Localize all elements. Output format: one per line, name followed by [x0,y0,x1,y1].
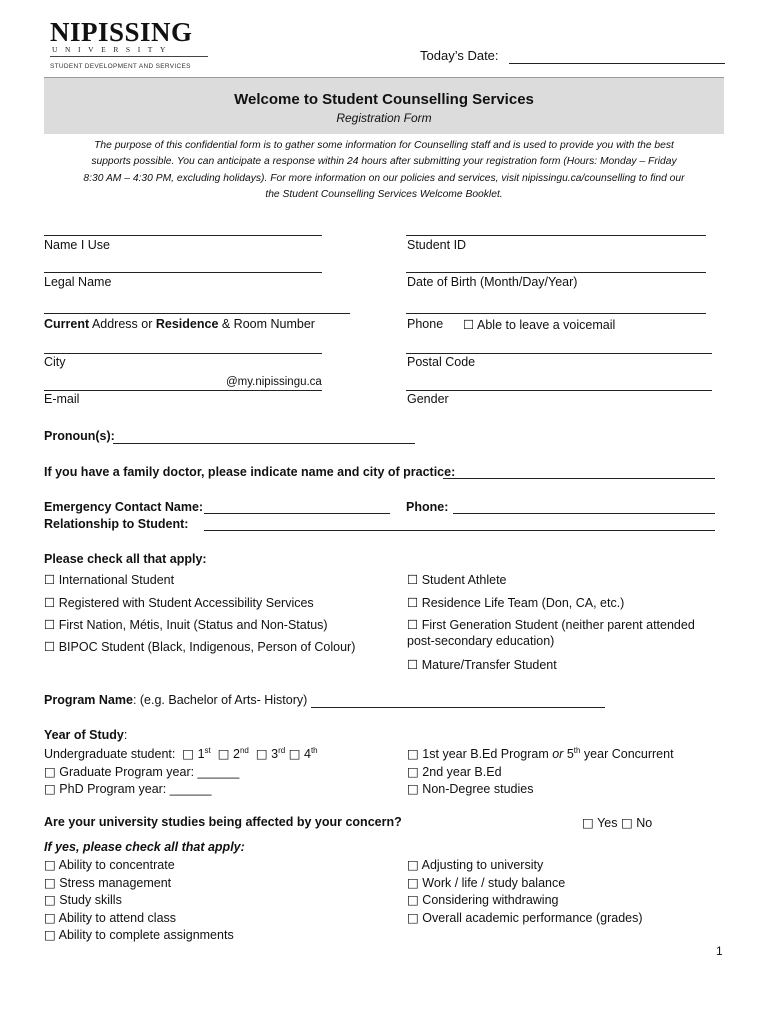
bed-year2-option[interactable] [407,764,502,779]
year2-checkbox[interactable]: □ [217,746,230,762]
concern-option[interactable] [44,927,234,942]
program-name-label [44,693,307,707]
checkbox[interactable]: ☐ [44,572,56,587]
address-current-word: Current [44,317,90,331]
year3-suffix: rd [278,746,286,755]
bed-year2-checkbox[interactable]: □ [407,764,419,779]
email-domain: @my.nipissingu.ca [226,376,322,388]
concern-checkbox[interactable]: □ [407,892,419,907]
family-doctor-label: If you have a family doctor, please indicate name and city of practice: [44,465,456,479]
purpose-line: supports possible. You can anticipate a response within 24 hours after submitting your registration form (Hours: Monday – Friday [91,156,677,168]
bed-year1-or: or [552,747,564,762]
checkbox-option[interactable] [44,595,314,610]
program-name-field[interactable] [311,707,605,708]
todays-date-label: Today’s Date: [420,48,499,63]
relationship-label: Relationship to Student: [44,517,189,531]
concern-checkbox[interactable]: □ [44,892,56,907]
purpose-line: the Student Counselling Services Welcome Booklet. [265,188,503,200]
emergency-phone-field[interactable] [453,513,715,514]
concern-label: Study skills [59,893,122,907]
concern-checkbox[interactable]: □ [44,875,56,890]
program-example: : (e.g. Bachelor of Arts- History) [132,693,308,707]
year4-checkbox[interactable]: □ [288,746,301,762]
year2-suffix: nd [239,746,249,755]
checkbox[interactable]: ☐ [407,657,419,672]
year1-number: 1 [197,747,205,762]
logo-wordmark: NIPISSING [50,17,193,47]
yes-no-options [582,815,652,830]
concern-label: Work / life / study balance [422,876,566,890]
page-number: 1 [716,944,723,958]
yes-checkbox[interactable]: □ [582,815,594,830]
undergrad-label: Undergraduate student: [44,747,176,762]
purpose-line: The purpose of this confidential form is to gather some information for Counselling staff and is used to provide you with the best [94,140,674,151]
concern-option[interactable] [407,910,643,925]
phd-option[interactable] [44,781,211,796]
check-all-heading: Please check all that apply: [44,552,207,566]
family-doctor-field[interactable] [443,478,715,479]
student-id-label: Student ID [407,238,467,252]
checkbox-option[interactable] [44,617,328,632]
city-field[interactable] [44,353,322,354]
checkbox[interactable]: ☐ [44,617,56,632]
name-i-use-label: Name I Use [44,238,110,252]
bed-year1-label [422,747,673,761]
address-field[interactable] [44,313,350,314]
year-heading-bold: Year of Study [44,728,124,742]
page-title: Welcome to Student Counselling Services [234,91,534,108]
option-label: First Generation Student (neither parent attended [421,618,695,632]
checkbox[interactable]: ☐ [407,595,419,610]
concern-checkbox[interactable]: □ [44,857,56,872]
bed-year1-text: 1st year B.Ed Program [422,747,553,762]
concern-label: Ability to complete assignments [58,928,234,942]
phd-checkbox[interactable]: □ [44,781,56,796]
concern-option[interactable] [44,875,171,890]
concern-checkbox[interactable]: □ [407,875,419,890]
phd-label: PhD Program year: ______ [59,782,212,796]
email-label: E-mail [44,392,80,406]
dob-label: Date of Birth (Month/Day/Year) [407,275,578,289]
voicemail-checkbox[interactable]: ☐ [463,317,475,332]
option-label: Mature/Transfer Student [421,658,557,672]
concern-label: Considering withdrawing [422,893,559,907]
student-id-field[interactable] [406,235,706,236]
emergency-phone-label: Phone: [406,500,449,514]
option-label: BIPOC Student (Black, Indigenous, Person of Colour) [58,640,356,654]
concern-checkbox[interactable]: □ [44,927,56,942]
checkbox-option[interactable] [44,572,174,587]
year1-checkbox[interactable]: □ [182,746,195,762]
option-label: International Student [58,573,175,587]
checkbox-option[interactable] [407,657,557,672]
pronouns-field[interactable] [113,443,415,444]
yes-label: Yes [597,816,618,830]
non-degree-label: Non-Degree studies [422,782,534,796]
postal-code-label: Postal Code [407,355,476,369]
title-band [44,78,724,134]
bed-year2-label: 2nd year B.Ed [422,765,502,779]
concern-label: Ability to attend class [58,911,177,925]
emergency-contact-label: Emergency Contact Name: [44,500,204,514]
non-degree-option[interactable] [407,781,533,796]
checkbox[interactable]: ☐ [44,639,56,654]
concern-option[interactable] [407,892,558,907]
gender-label: Gender [407,392,449,406]
year2-number: 2 [233,747,240,762]
legal-name-label: Legal Name [44,275,112,289]
purpose-paragraph [44,138,724,203]
concern-checkbox[interactable]: □ [407,910,419,925]
checkbox[interactable]: ☐ [407,617,419,632]
checkbox-option[interactable] [407,617,695,632]
address-label [44,317,315,331]
year4-label [304,747,318,761]
bed-year1-suffix: th [573,746,581,755]
logo-department: STUDENT DEVELOPMENT AND SERVICES [50,63,191,70]
option-label-continued: post-secondary education) [407,634,555,648]
email-field[interactable] [44,390,322,391]
bed-year1-text: year Concurrent [580,747,674,762]
option-label: Residence Life Team (Don, CA, etc.) [421,596,625,610]
concern-checkbox[interactable]: □ [407,857,419,872]
purpose-line: 8:30 AM – 4:30 PM, excluding holidays). For more information on our policies and services, visit nipissingu.ca/counselling to find our [83,172,685,184]
concern-option[interactable] [407,875,565,890]
voicemail-label: Able to leave a voicemail [477,318,616,332]
program-label-bold: Program Name [44,693,133,707]
option-label: Student Athlete [421,573,507,587]
concern-label: Adjusting to university [421,858,544,872]
bed-year1-option[interactable] [407,746,674,761]
non-degree-checkbox[interactable]: □ [407,781,419,796]
graduate-checkbox[interactable]: □ [44,764,56,779]
relationship-field[interactable] [204,530,715,531]
logo-rule [50,56,208,57]
bed-year1-checkbox[interactable]: □ [407,746,419,762]
logo-subtitle: UNIVERSITY [52,45,173,54]
no-checkbox[interactable]: □ [620,815,633,830]
if-yes-heading: If yes, please check all that apply: [44,840,245,854]
bed-year1-text: 5 [563,747,574,762]
option-label: Registered with Student Accessibility Services [58,596,314,610]
todays-date-field[interactable] [509,63,725,64]
no-label: No [636,816,653,830]
graduate-option[interactable] [44,764,239,779]
phone-field[interactable] [406,313,706,314]
concern-label: Overall academic performance (grades) [422,911,643,925]
studies-affected-question: Are your university studies being affected by your concern? [44,815,402,829]
city-label: City [44,355,66,369]
gender-field[interactable] [406,390,712,391]
concern-option[interactable] [407,857,543,872]
undergrad-row [44,746,318,761]
phone-label: Phone [407,317,444,331]
address-residence-word: Residence [155,317,219,331]
concern-option[interactable] [44,910,176,925]
concern-label: Stress management [59,876,172,890]
postal-code-field[interactable] [406,353,712,354]
year3-checkbox[interactable]: □ [255,746,268,762]
page-subtitle: Registration Form [336,111,432,125]
year3-label [271,747,285,761]
checkbox-option[interactable] [407,572,507,587]
year4-number: 4 [304,747,311,762]
checkbox[interactable]: ☐ [44,595,56,610]
year-heading-colon: : [123,728,128,742]
address-text: & Room Number [218,317,315,331]
dob-field[interactable] [406,272,706,273]
concern-option[interactable] [44,892,122,907]
pronouns-label: Pronoun(s): [44,429,115,443]
concern-checkbox[interactable]: □ [44,910,56,925]
year1-suffix: st [204,746,211,755]
address-text: Address or [89,317,156,331]
concern-label: Ability to concentrate [58,858,175,872]
legal-name-field[interactable] [44,272,322,273]
name-i-use-field[interactable] [44,235,322,236]
checkbox[interactable]: ☐ [407,572,419,587]
concern-option[interactable] [44,857,175,872]
year2-label [233,747,249,761]
voicemail-option[interactable] [463,317,615,332]
year1-label [198,747,211,761]
emergency-contact-field[interactable] [204,513,390,514]
year-of-study-heading [44,728,127,742]
year4-suffix: th [310,746,318,755]
graduate-label: Graduate Program year: ______ [59,765,240,779]
year3-number: 3 [271,747,279,762]
option-label: First Nation, Métis, Inuit (Status and Non-Status) [58,618,328,632]
checkbox-option[interactable] [44,639,355,654]
checkbox-option[interactable] [407,595,624,610]
